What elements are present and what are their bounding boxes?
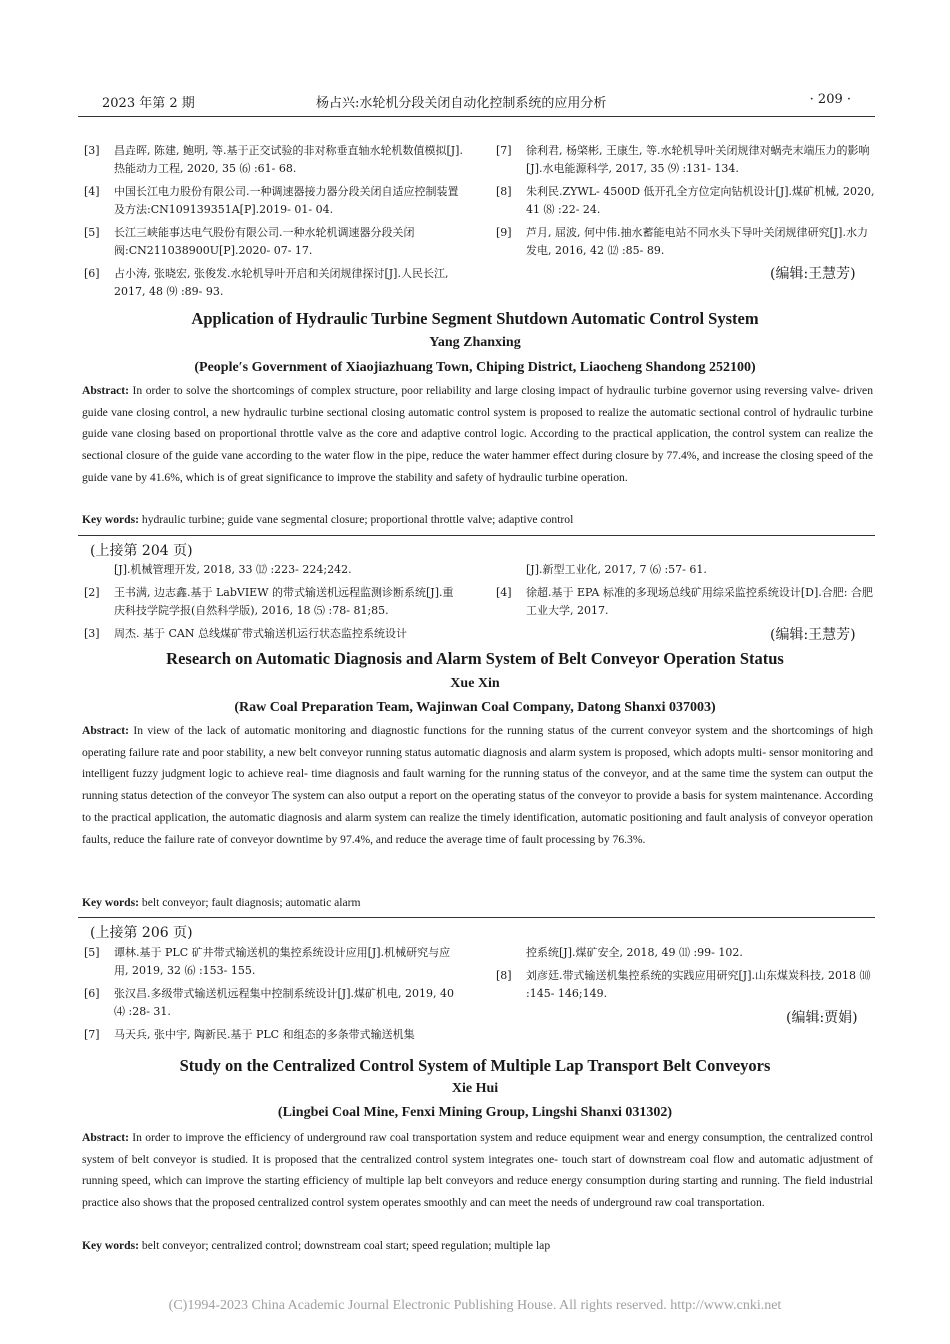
keywords-text: hydraulic turbine; guide vane segmental closure; proportional throttle valve; adaptive control — [141, 513, 574, 526]
reference-item: [9] 芦月, 屈波, 何中伟.抽水蓄能电站不同水头下导叶关闭规律研究[J].水力发电, 2016, 42 ⑿ :85- 89. — [496, 226, 868, 257]
references-right-column — [496, 944, 876, 1008]
reference-item: [4] 中国长江电力股份有限公司.一种调速器接力器分段关闭自适应控制装置及方法:CN109139351A[P].2019- 01- 04. — [84, 185, 459, 216]
reference-item: [7] 马天兵, 张中宇, 陶新民.基于 PLC 和组态的多条带式输送机集 — [84, 1028, 415, 1041]
references-right-column — [496, 561, 876, 625]
keywords — [82, 513, 873, 526]
article-title: Study on the Centralized Control System of Multiple Lap Transport Belt Conveyors — [179, 1056, 771, 1075]
author-affiliation: (People′s Government of Xiaojiazhuang Town, Chiping District, Liaocheng Shandong 252100) — [194, 360, 756, 375]
keywords — [82, 1239, 873, 1252]
keywords-label: Key words: — [82, 896, 139, 909]
abstract — [82, 720, 873, 850]
abstract-label: Abstract: — [82, 724, 130, 737]
reference-item: [J].新型工业化, 2017, 7 ⑹ :57- 61. — [526, 563, 707, 576]
reference-item: [J].机械管理开发, 2018, 33 ⑿ :223- 224;242. — [114, 563, 352, 576]
keywords — [82, 896, 873, 909]
references-left-column — [84, 944, 464, 1049]
author-affiliation: (Lingbei Coal Mine, Fenxi Mining Group, Lingshi Shanxi 031302) — [277, 1105, 673, 1120]
reference-item: [6] 占小涛, 张晓宏, 张俊发.水轮机导叶开启和关闭规律探讨[J].人民长江, 2017, 48 ⑼ :89- 93. — [84, 267, 449, 298]
article-title: Research on Automatic Diagnosis and Alarm System of Belt Conveyor Operation Status — [166, 649, 784, 668]
editor-note: (编辑:贾娟) — [786, 1010, 858, 1026]
abstract-text: In view of the lack of automatic monitoring and diagnostic functions for the running status of the current conveyor system and the shortcomings of high operating failure rate and poor stability, a new belt conveyor running status automatic diagnosis and alarm system is proposed, which adopts multi- sensor monitoring and intelligent fuzzy judgment logic to achieve real- time diagnosis and fault warning for the running status of the conveyor, and at the same time the system can output the running status detection of the conveyor The system can also output a report on the operating status of the conveyor to provide a basis for system maintenance. According to the practical application, the automatic diagnosis and alarm system can realize the timely identification, automatic positioning and fault analysis of conveyor operation faults, reduce the failure rate of conveyor downtime by 97.4%, and reduce the average time of fault processing by 76.3%. — [82, 724, 873, 846]
reference-item: 控系统[J].煤矿安全, 2018, 49 ⑾ :99- 102. — [526, 946, 743, 959]
author-name: Yang Zhanxing — [429, 335, 521, 350]
header-divider — [78, 116, 875, 117]
reference-item: [6] 张汉昌.多级带式输送机远程集中控制系统设计[J].煤矿机电, 2019, 40 ⑷ :28- 31. — [84, 987, 454, 1018]
author-name: Xue Xin — [450, 676, 500, 691]
reference-item: [2] 王书满, 边志鑫.基于 LabVIEW 的带式输送机远程监测诊断系统[J].重庆科技学院学报(自然科学版), 2016, 18 ⑸ :78- 81;85. — [84, 586, 454, 617]
abstract-label: Abstract: — [82, 384, 130, 397]
page-header — [84, 92, 873, 112]
abstract — [82, 1127, 873, 1214]
keywords-label: Key words: — [82, 513, 139, 526]
editor-note: (编辑:王慧芳) — [770, 627, 856, 643]
continued-from-label: (上接第 206 页) — [90, 925, 193, 941]
keywords-text: belt conveyor; centralized control; downstream coal start; speed regulation; multiple lap — [141, 1239, 551, 1252]
author-affiliation: (Raw Coal Preparation Team, Wajinwan Coal Company, Datong Shanxi 037003) — [234, 700, 716, 715]
section-divider — [78, 917, 875, 918]
reference-item: [5] 谭林.基于 PLC 矿井带式输送机的集控系统设计应用[J].机械研究与应用, 2019, 32 ⑹ :153- 155. — [84, 946, 451, 977]
running-title: 杨占兴:水轮机分段关闭自动化控制系统的应用分析 — [316, 96, 607, 111]
references-left-column — [84, 561, 464, 648]
abstract-label: Abstract: — [82, 1131, 130, 1144]
reference-item: [3] 昌垚晖, 陈建, 鲍明, 等.基于正交试验的非对称垂直轴水轮机数值模拟[J].热能动力工程, 2020, 35 ⑹ :61- 68. — [84, 144, 463, 175]
keywords-label: Key words: — [82, 1239, 139, 1252]
section-divider — [78, 535, 875, 536]
references-right-column — [496, 142, 876, 265]
reference-item: [8] 朱利民.ZYWL- 4500D 低开孔全方位定向钻机设计[J].煤矿机械, 2020, 41 ⑻ :22- 24. — [496, 185, 875, 216]
reference-item: [7] 徐利君, 杨棨彬, 王康生, 等.水轮机导叶关闭规律对蜗壳末端压力的影响[J].水电能源科学, 2017, 35 ⑼ :131- 134. — [496, 144, 870, 175]
keywords-text: belt conveyor; fault diagnosis; automatic alarm — [141, 896, 361, 909]
author-name: Xie Hui — [451, 1081, 499, 1096]
abstract — [82, 380, 873, 489]
page-number: · 209 · — [809, 92, 851, 107]
references-left-column — [84, 142, 464, 306]
copyright-footer: (C)1994-2023 China Academic Journal Electronic Publishing House. All rights reserved. http://www.cnki.net — [168, 1298, 782, 1313]
editor-note: (编辑:王慧芳) — [770, 266, 856, 282]
article-title: Application of Hydraulic Turbine Segment Shutdown Automatic Control System — [191, 309, 759, 328]
journal-issue: 2023 年第 2 期 — [102, 96, 195, 111]
continued-from-label: (上接第 204 页) — [90, 543, 193, 559]
reference-item: [8] 刘彦廷.带式输送机集控系统的实践应用研究[J].山东煤炭科技, 2018 ⑽ :145- 146;149. — [496, 969, 871, 1000]
reference-item: [3] 周杰. 基于 CAN 总线煤矿带式输送机运行状态监控系统设计 — [84, 627, 407, 640]
reference-item: [4] 徐超.基于 EPA 标准的多现场总线矿用综采监控系统设计[D].合肥: 合肥工业大学, 2017. — [496, 586, 873, 617]
abstract-text: In order to solve the shortcomings of complex structure, poor reliability and large closing impact of hydraulic turbine governor using reversing valve- driven guide vane closing control, a new hydraulic turbine sectional closing automatic control system is proposed to realize the automatic sectional control of hydraulic turbine guide vane closing based on proportional throttle valve as the core and adaptive control logic. According to the practical application, the control system can realize the sectional closure of the guide vane according to the water flow in the pipe, reduce the water hammer effect during closure by 77.4%, and increase the closing speed of the guide vane by 41.6%, which is of great significance to improve the stability and safety of hydraulic turbine operation. — [82, 384, 873, 484]
reference-item: [5] 长江三峡能事达电气股份有限公司.一种水轮机调速器分段关闭阀:CN211038900U[P].2020- 07- 17. — [84, 226, 415, 257]
abstract-text: In order to improve the efficiency of underground raw coal transportation system and reduce equipment wear and energy consumption, the centralized control system of belt conveyor is studied. It is proposed that the centralized control system integrates one- touch start of downstream coal flow and automatic adjustment of running speed, which can improve the starting efficiency of multiple lap belt conveyors and reduce energy consumption during starting and running. The field industrial practice also shows that the proposed centralized control system operates smoothly and can meet the needs of underground raw coal transportation. — [82, 1131, 873, 1210]
